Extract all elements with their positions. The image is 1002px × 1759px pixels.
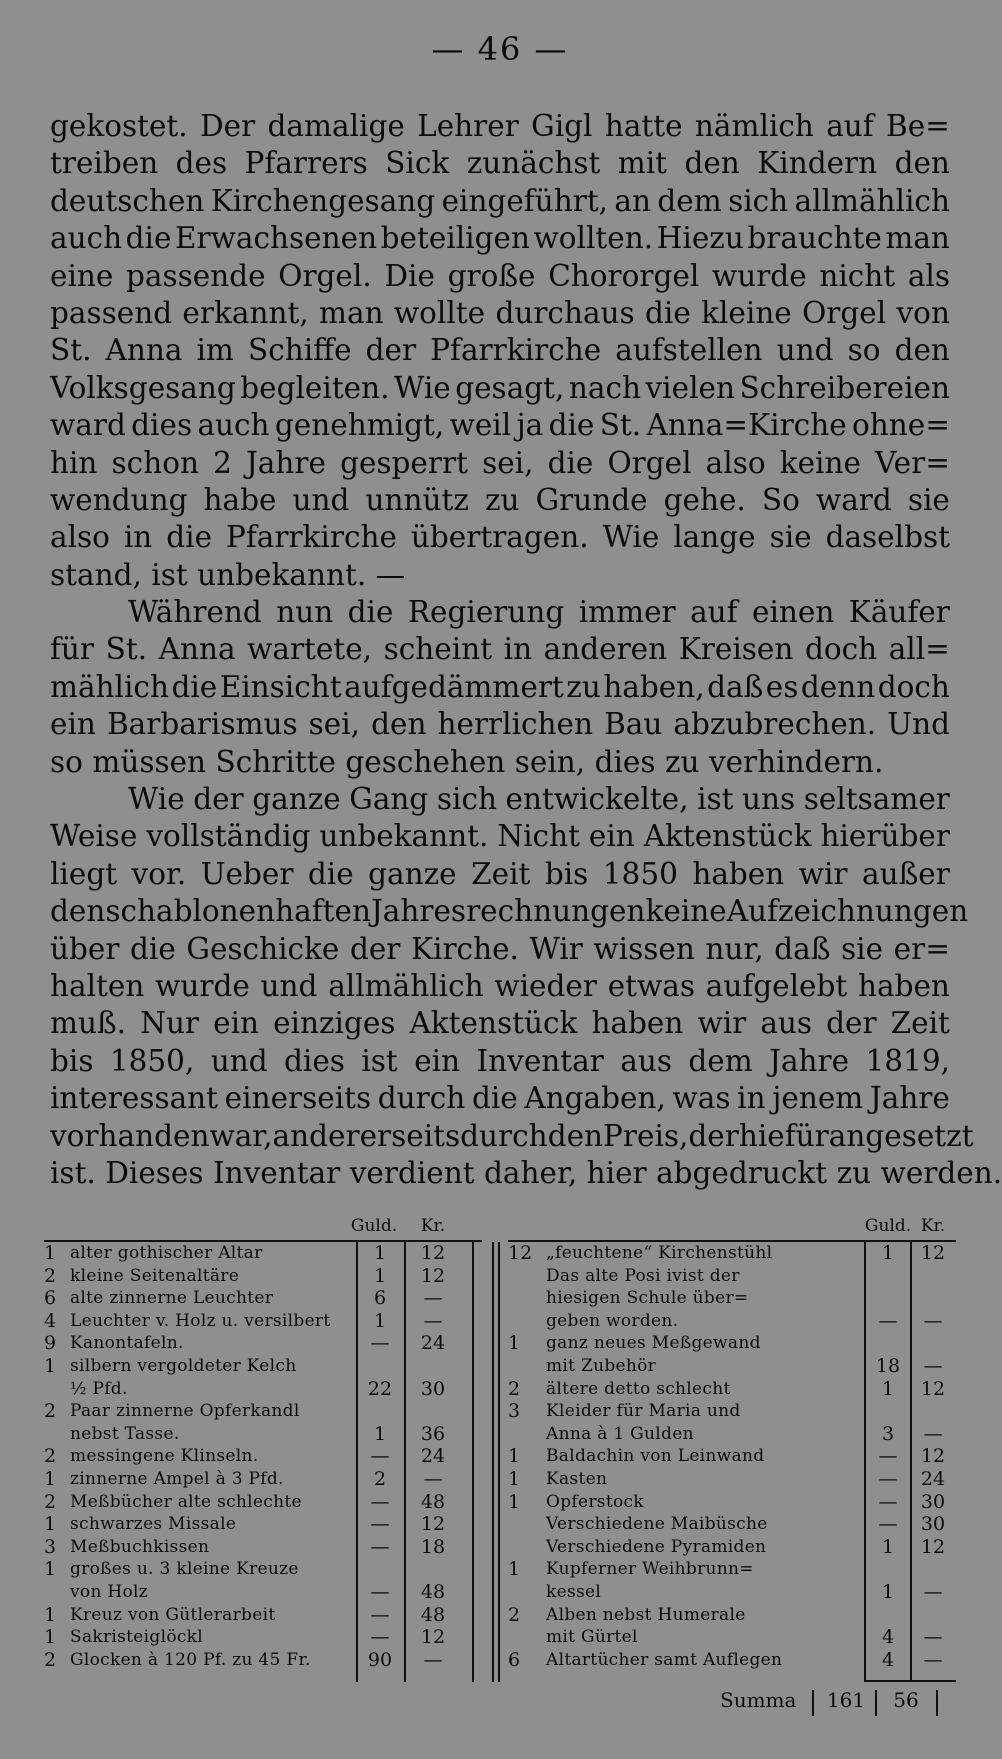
left-guld-rule [356,1242,358,1682]
text-line: Volksgesang begleiten. Wie gesagt, nach vielen Schreibereien [50,370,950,405]
item-guld: 1 [373,1242,387,1264]
item-name: hiesigen Schule über= [546,1288,749,1309]
item-guld: 1 [881,1377,895,1400]
text-line: gekostet. Der damalige Lehrer Gigl hatte nämlich auf Be= [50,109,950,143]
inventory-table [44,1212,956,1682]
table-row [44,1378,482,1401]
item-kr: 30 [420,1377,446,1400]
item-quantity: 3 [508,1400,521,1423]
item-name: Alben nebst Humerale [546,1604,746,1625]
summa-rule-mid [875,1690,877,1716]
header-guld-right: Guld. [864,1216,912,1236]
item-quantity: 1 [508,1468,521,1490]
item-quantity: 2 [508,1603,521,1626]
item-kr: — [423,1468,443,1490]
item-name: „feuchtene“ Kirchenstühl [546,1243,773,1263]
item-kr: 18 [420,1535,446,1558]
text-line: für St. Anna wartete, scheint in anderen Kreisen doch all= [50,632,950,667]
item-name: Leuchter v. Holz u. versilbert [70,1310,331,1331]
item-kr: 24 [420,1332,446,1355]
text-line: halten wurde und allmählich wieder etwas aufgelebt haben [50,968,950,1003]
item-name: alte zinnerne Leuchter [70,1288,274,1309]
item-kr: — [923,1648,943,1671]
text-line: den schablonenhaften Jahresrechnungen keine Aufzeichnungen [50,894,969,929]
item-kr: 12 [920,1445,946,1468]
item-kr: 48 [420,1581,446,1603]
item-name: Opferstock [546,1491,644,1512]
item-quantity: 2 [44,1264,57,1287]
item-kr: 12 [920,1242,946,1264]
table-row [44,1513,482,1536]
table-row [508,1536,956,1559]
text-line: eine passende Orgel. Die große Chororgel wurde nicht als [50,258,950,293]
item-name: Meßbuchkissen [70,1536,210,1557]
item-name: mit Gürtel [546,1627,638,1648]
item-name: Baldachin von Leinwand [546,1446,765,1467]
item-guld: 1 [881,1242,895,1264]
item-quantity: 2 [44,1400,57,1423]
table-row [508,1400,956,1423]
table-row [508,1242,956,1265]
table-row [508,1287,956,1310]
table-row [508,1649,956,1672]
item-guld: 1 [881,1535,895,1558]
table-row [44,1423,482,1446]
item-kr: 12 [920,1377,946,1400]
item-name: kleine Seitenaltäre [70,1265,240,1286]
text-line: mählich die Einsicht aufgedämmert zu haben, daß es denn doch [50,669,950,704]
item-name: Kreuz von Gütlerarbeit [70,1604,276,1625]
item-guld: 1 [881,1581,895,1603]
item-quantity: 3 [44,1535,57,1558]
item-name: Kanontafeln. [70,1333,184,1354]
item-name: ½ Pfd. [70,1378,128,1399]
item-name: Meßbücher alte schlechte [70,1491,302,1512]
page-number: — 46 — [431,30,569,68]
item-name: nebst Tasse. [70,1423,180,1444]
item-quantity: 1 [508,1558,521,1581]
item-quantity: 1 [508,1332,521,1355]
item-guld: — [370,1490,390,1513]
table-row [44,1445,482,1468]
item-quantity: 12 [508,1242,533,1264]
table-row [508,1513,956,1536]
item-name: Sakristeiglöckl [70,1627,204,1648]
text-line: ist. Dieses Inventar verdient daher, hier abgedruckt zu werden. [50,1155,1002,1190]
summa-rule-right [936,1690,938,1716]
text-line: über die Geschicke der Kirche. Wir wissen nur, daß sie er= [50,931,950,966]
item-kr: 12 [420,1242,446,1264]
item-name: Anna à 1 Gulden [546,1423,694,1444]
item-guld: — [370,1581,390,1603]
item-guld: — [370,1445,390,1468]
text-line: muß. Nur ein einziges Aktenstück haben wir aus der Zeit [50,1006,950,1041]
item-quantity: 1 [44,1468,57,1490]
item-quantity: 1 [44,1242,57,1264]
item-kr: — [923,1626,943,1649]
table-row [44,1558,482,1581]
item-quantity: 6 [44,1287,57,1310]
table-row [44,1649,482,1672]
table-top-rule-right [508,1240,956,1242]
text-line: Weise vollständig unbekannt. Nicht ein Aktenstück hierüber [50,819,950,854]
table-top-rule-left [44,1240,482,1242]
table-row [508,1626,956,1649]
item-kr: — [423,1648,443,1671]
item-guld: 6 [373,1287,387,1310]
item-name: kessel [546,1582,602,1602]
item-name: zinnerne Ampel à 3 Pfd. [70,1469,284,1489]
text-line: auch die Erwachsenen beteiligen wollten. Hiezu brauchte man [50,221,950,256]
table-row [508,1445,956,1468]
header-kr-right: Kr. [920,1216,946,1236]
table-row [44,1581,482,1604]
table-row [508,1378,956,1401]
item-guld: 1 [373,1309,387,1332]
item-guld: 2 [373,1468,387,1490]
right-kr-rule [910,1242,912,1682]
item-name: Kasten [546,1469,608,1489]
item-quantity: 2 [44,1445,57,1468]
item-kr: 48 [420,1490,446,1513]
table-row [44,1468,482,1491]
table-row [508,1355,956,1378]
text-line: also in die Pfarrkirche übertragen. Wie lange sie daselbst [50,520,950,555]
item-quantity: 1 [508,1445,521,1468]
table-row [44,1310,482,1333]
text-line: hin schon 2 Jahre gesperrt sei, die Orgel also keine Ver= [50,445,950,480]
table-row [508,1558,956,1581]
item-kr: — [423,1287,443,1310]
item-guld: — [370,1332,390,1355]
item-guld: — [878,1468,898,1490]
item-guld: — [878,1490,898,1513]
item-guld: — [370,1513,390,1536]
table-row [508,1332,956,1355]
text-line: Wie der ganze Gang sich entwickelte, ist uns seltsamer [128,782,950,817]
item-quantity: 1 [508,1490,521,1513]
item-kr: — [923,1309,943,1332]
table-row [44,1265,482,1288]
item-name: Verschiedene Pyramiden [546,1536,767,1557]
table-row [508,1581,956,1604]
left-end-rule [472,1242,474,1682]
item-quantity: 2 [44,1648,57,1671]
item-kr: 36 [420,1422,446,1445]
summa-kr: 56 [893,1688,919,1712]
item-quantity: 1 [44,1603,57,1626]
table-row [44,1626,482,1649]
item-guld: 3 [881,1422,895,1445]
item-name: ganz neues Meßgewand [546,1333,761,1354]
text-line: liegt vor. Ueber die ganze Zeit bis 1850 haben wir außer [50,856,950,891]
item-name: Kleider für Maria und [546,1401,741,1422]
item-name: Kupferner Weihbrunn= [546,1559,754,1580]
item-kr: 12 [420,1513,446,1536]
item-guld: — [878,1309,898,1332]
header-guld-left: Guld. [350,1216,398,1236]
item-guld: 1 [373,1422,387,1445]
item-guld: — [878,1513,898,1536]
right-guld-rule [864,1242,866,1682]
item-quantity: 9 [44,1332,57,1355]
item-quantity: 2 [44,1490,57,1513]
item-name: Verschiedene Maibüsche [546,1514,768,1535]
item-kr: 48 [420,1603,446,1626]
item-name: mit Zubehör [546,1356,657,1376]
header-kr-left: Kr. [420,1216,446,1236]
right-sum-rule [864,1680,956,1682]
item-name: großes u. 3 kleine Kreuze [70,1559,299,1580]
table-row [44,1332,482,1355]
item-kr: — [923,1581,943,1603]
item-guld: 90 [367,1648,393,1671]
item-guld: — [370,1603,390,1626]
table-row [508,1310,956,1333]
table-row [44,1242,482,1265]
item-quantity: 6 [508,1648,521,1671]
text-line: wendung habe und unnütz zu Grunde gehe. So ward sie [50,482,950,517]
item-kr: — [423,1309,443,1332]
item-guld: 18 [875,1355,901,1377]
item-guld: 4 [881,1626,895,1649]
item-name: Altartücher samt Auflegen [546,1649,783,1670]
summa-guld: 161 [826,1688,866,1712]
item-quantity: 1 [44,1626,57,1649]
item-name: von Holz [70,1582,149,1602]
item-name: Das alte Posi ivist der [546,1265,740,1286]
table-row [44,1491,482,1514]
text-line: St. Anna im Schiffe der Pfarrkirche aufstellen und so den [50,333,950,368]
table-row [508,1491,956,1514]
table-row [508,1423,956,1446]
item-name: alter gothischer Altar [70,1243,263,1263]
item-guld: 1 [373,1264,387,1287]
item-name: Paar zinnerne Opferkandl [70,1401,300,1422]
item-guld: 22 [367,1377,393,1400]
summa-row [720,1688,960,1718]
table-row [508,1468,956,1491]
table-row [44,1287,482,1310]
item-name: geben worden. [546,1310,679,1331]
text-line: bis 1850, und dies ist ein Inventar aus dem Jahre 1819, [50,1043,950,1078]
item-guld: — [370,1626,390,1649]
item-guld: 4 [881,1648,895,1671]
center-rule-double [498,1242,500,1682]
body-text [50,108,1002,1192]
text-line: ein Barbarismus sei, den herrlichen Bau abzubrechen. Und [50,707,950,742]
item-kr: 30 [920,1490,946,1513]
item-guld: — [370,1535,390,1558]
item-name: ältere detto schlecht [546,1378,731,1399]
item-guld: — [878,1445,898,1468]
text-line: ward dies auch genehmigt, weil ja die St. Anna=Kirche ohne= [50,408,950,443]
item-kr: 24 [420,1445,446,1468]
table-row [44,1355,482,1378]
item-quantity: 1 [44,1513,57,1536]
item-name: Glocken à 120 Pf. zu 45 Fr. [70,1649,311,1670]
summa-label: Summa [720,1688,797,1712]
table-row [508,1604,956,1627]
item-name: messingene Klinseln. [70,1446,259,1467]
item-quantity: 1 [44,1355,57,1377]
text-line: interessant einerseits durch die Angaben, was in jenem Jahre [50,1081,950,1116]
table-row [44,1604,482,1627]
table-row [44,1536,482,1559]
item-kr: — [923,1422,943,1445]
text-line: passend erkannt, man wollte durchaus die kleine Orgel von [50,295,950,330]
item-kr: 24 [920,1468,946,1490]
item-quantity: 4 [44,1309,57,1332]
text-line: vorhanden war, andererseits durch den Preis, der hiefür angesetzt [50,1118,974,1153]
item-name: silbern vergoldeter Kelch [70,1356,297,1376]
summa-rule-left [812,1690,814,1716]
item-kr: 12 [420,1264,446,1287]
item-kr: 12 [420,1626,446,1649]
item-quantity: 2 [508,1377,521,1400]
text-line: deutschen Kirchengesang eingeführt, an dem sich allmählich [50,183,950,218]
table-row [508,1265,956,1288]
text-line: Während nun die Regierung immer auf einen Käufer [128,595,950,630]
item-kr: 30 [920,1513,946,1536]
item-name: schwarzes Missale [70,1514,237,1535]
item-quantity: 1 [44,1558,57,1581]
center-rule [492,1242,494,1682]
item-kr: — [923,1355,943,1377]
table-row [44,1400,482,1423]
text-line: so müssen Schritte geschehen sein, dies zu verhindern. [50,744,884,779]
left-kr-rule [404,1242,406,1682]
text-line: treiben des Pfarrers Sick zunächst mit den Kindern den [50,146,950,181]
item-kr: 12 [920,1535,946,1558]
text-line: stand, ist unbekannt. — [50,557,406,592]
